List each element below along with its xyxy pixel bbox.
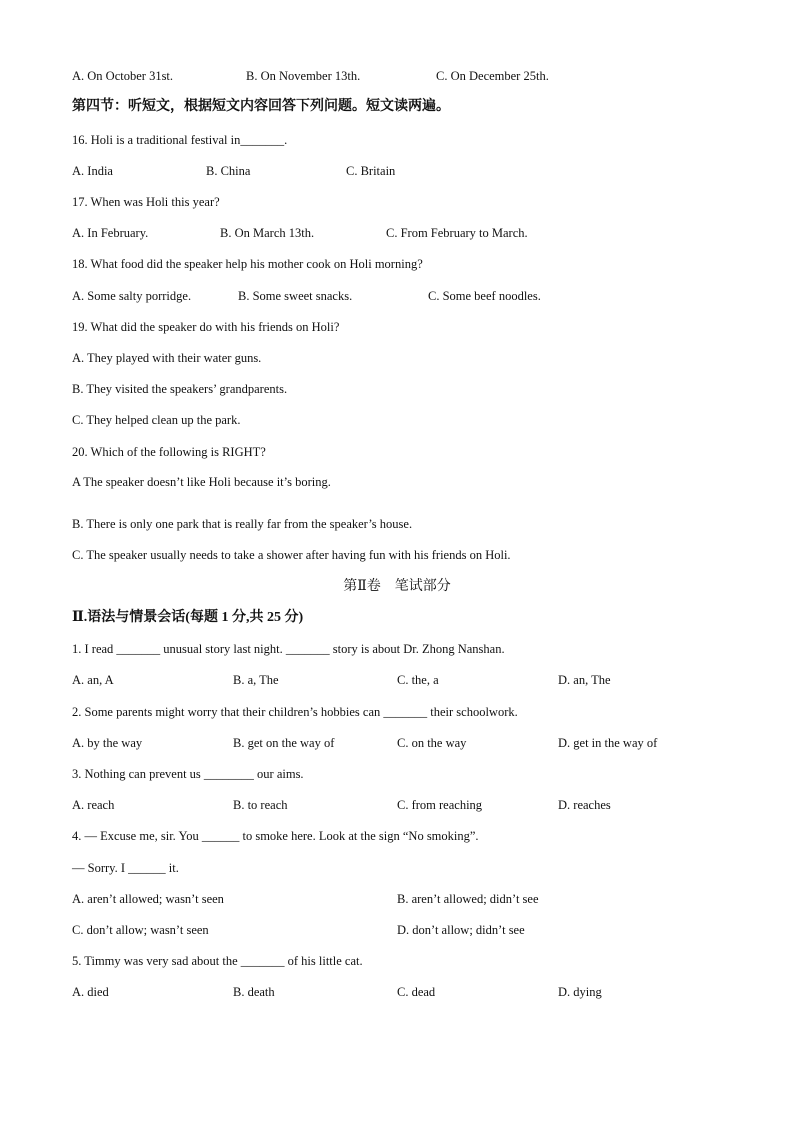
option-b[interactable]: B. There is only one park that is really far from the speaker’s house.	[72, 517, 413, 531]
option-d[interactable]: D. get in the way of	[558, 736, 658, 750]
option-c[interactable]: C. don’t allow; wasn’t seen	[72, 923, 209, 937]
section-heading: Ⅱ.语法与情景会话(每题 1 分,共 25 分)	[72, 610, 304, 625]
question-4: 4. — Excuse me, sir. You ______ to smoke here. Look at the sign “No smoking”.	[72, 829, 479, 843]
option-c[interactable]: C. Some beef noodles.	[428, 289, 541, 303]
question-4-reply: — Sorry. I ______ it.	[72, 861, 179, 875]
option-b[interactable]: B. China	[206, 164, 251, 178]
part-title: 第Ⅱ卷 笔试部分	[343, 579, 451, 594]
question-19: 19. What did the speaker do with his friends on Holi?	[72, 320, 340, 334]
option-d[interactable]: D. reaches	[558, 798, 611, 812]
option-a[interactable]: A. died	[72, 985, 109, 999]
option-c[interactable]: C. the, a	[397, 673, 439, 687]
question-17: 17. When was Holi this year?	[72, 195, 220, 209]
option-c[interactable]: C. from reaching	[397, 798, 483, 812]
option-a[interactable]: A. Some salty porridge.	[72, 289, 192, 303]
option-d[interactable]: D. an, The	[558, 673, 611, 687]
option-b[interactable]: B. to reach	[233, 798, 288, 812]
option-c[interactable]: C. on the way	[397, 736, 467, 750]
option-a[interactable]: A. aren’t allowed; wasn’t seen	[72, 892, 224, 906]
option-c[interactable]: C. On December 25th.	[436, 69, 549, 83]
option-a[interactable]: A. by the way	[72, 736, 143, 750]
option-c[interactable]: C. Britain	[346, 164, 396, 178]
option-d[interactable]: D. don’t allow; didn’t see	[397, 923, 525, 937]
option-b[interactable]: B. On March 13th.	[220, 226, 315, 240]
option-c[interactable]: C. The speaker usually needs to take a shower after having fun with his friends on Holi.	[72, 548, 511, 562]
option-b[interactable]: B. On November 13th.	[246, 69, 361, 83]
question-18: 18. What food did the speaker help his mother cook on Holi morning?	[72, 257, 423, 271]
question-5: 5. Timmy was very sad about the _______ of his little cat.	[72, 954, 363, 968]
option-a[interactable]: A. On October 31st.	[72, 69, 174, 83]
option-a[interactable]: A. In February.	[72, 226, 149, 240]
option-b[interactable]: B. death	[233, 985, 275, 999]
option-b[interactable]: B. They visited the speakers’ grandparents.	[72, 382, 288, 396]
option-c[interactable]: C. dead	[397, 985, 436, 999]
option-a[interactable]: A. reach	[72, 798, 115, 812]
option-a[interactable]: A. an, A	[72, 673, 114, 687]
option-b[interactable]: B. Some sweet snacks.	[238, 289, 353, 303]
option-b[interactable]: B. a, The	[233, 673, 279, 687]
question-16: 16. Holi is a traditional festival in_______.	[72, 133, 288, 147]
option-a[interactable]: A. India	[72, 164, 113, 178]
question-1: 1. I read _______ unusual story last night. _______ story is about Dr. Zhong Nanshan.	[72, 642, 505, 656]
question-20: 20. Which of the following is RIGHT?	[72, 445, 266, 459]
option-b[interactable]: B. get on the way of	[233, 736, 335, 750]
question-2: 2. Some parents might worry that their children’s hobbies can _______ their schoolwork.	[72, 705, 518, 719]
section-heading: 第四节：听短文，根据短文内容回答下列问题。短文读两遍。	[72, 99, 450, 114]
option-a[interactable]: A. They played with their water guns.	[72, 351, 262, 365]
option-b[interactable]: B. aren’t allowed; didn’t see	[397, 892, 539, 906]
option-c[interactable]: C. They helped clean up the park.	[72, 413, 241, 427]
question-3: 3. Nothing can prevent us ________ our aims.	[72, 767, 304, 781]
option-d[interactable]: D. dying	[558, 985, 602, 999]
option-c[interactable]: C. From February to March.	[386, 226, 528, 240]
option-a[interactable]: A The speaker doesn’t like Holi because it’s boring.	[72, 475, 331, 489]
